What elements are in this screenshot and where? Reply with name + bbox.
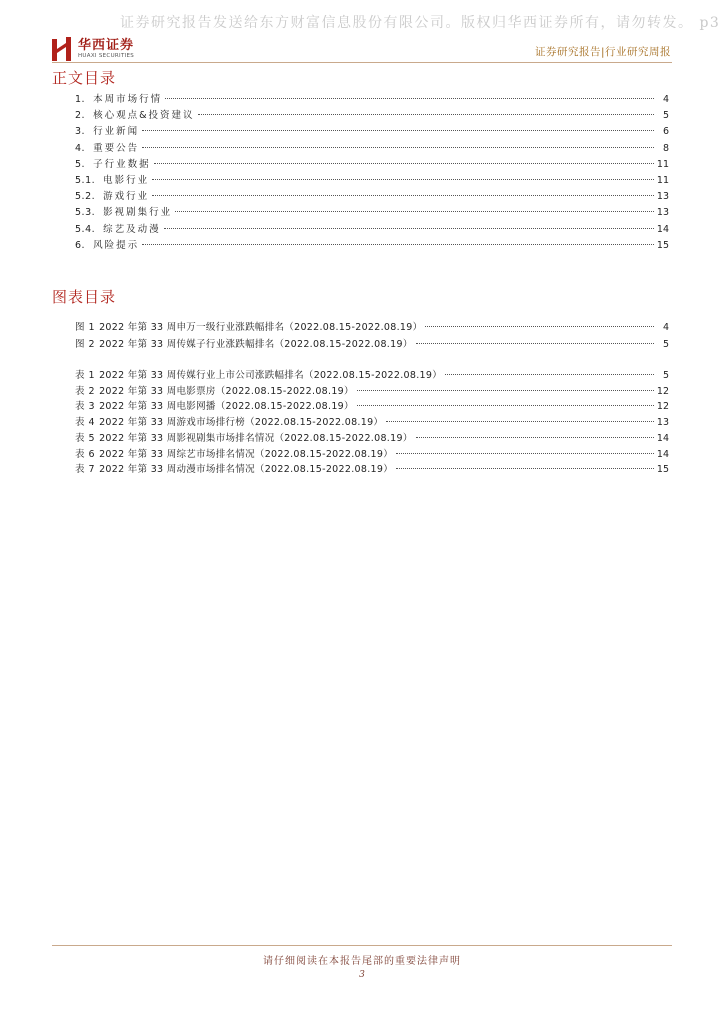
entry-title: 2022 年第 33 周电影票房（2022.08.15-2022.08.19） — [99, 385, 354, 397]
table-entry[interactable] — [75, 396, 669, 413]
table-entry[interactable] — [75, 428, 669, 444]
entry-title: 2022 年第 33 周动漫市场排名情况（2022.08.15-2022.08.19） — [99, 464, 394, 476]
toc-entry[interactable] — [75, 154, 669, 170]
entry-number: 表 1 — [75, 370, 96, 381]
dot-leader — [154, 151, 654, 164]
dot-leader — [416, 331, 654, 344]
entry-title: 2022 年第 33 周传媒行业上市公司涨跌幅排名（2022.08.15-2022.08.19） — [99, 370, 443, 381]
entry-number: 5.4. — [75, 223, 96, 235]
entry-title: 行业新闻 — [93, 126, 140, 138]
entry-number: 5.3. — [75, 207, 96, 219]
entry-title: 子行业数据 — [93, 158, 151, 170]
entry-title: 综艺及动漫 — [103, 223, 161, 235]
footer-divider — [52, 945, 672, 946]
toc-title: 正文目录 — [52, 69, 117, 87]
entry-title: 重要公告 — [93, 142, 140, 154]
entry-number: 表 2 — [75, 385, 96, 397]
dot-leader — [164, 216, 654, 229]
entry-number: 1. — [75, 94, 86, 105]
entry-page: 12 — [656, 401, 669, 413]
header-divider — [52, 62, 672, 63]
entry-page: 11 — [656, 158, 669, 170]
entry-title: 风险提示 — [93, 239, 140, 251]
entry-number: 表 6 — [75, 448, 96, 460]
entry-number: 表 5 — [75, 432, 96, 444]
entry-number: 6. — [75, 239, 86, 251]
entry-page: 13 — [656, 207, 669, 219]
dot-leader — [386, 409, 654, 422]
entry-title: 游戏行业 — [103, 191, 150, 203]
toc-entry[interactable] — [75, 219, 669, 235]
entry-number: 图 1 — [75, 322, 96, 333]
table-entry[interactable] — [75, 412, 669, 429]
entry-title: 本周市场行情 — [93, 94, 163, 105]
entry-page: 5 — [662, 110, 669, 122]
dot-leader — [142, 135, 654, 148]
toc-entry[interactable] — [75, 105, 669, 122]
dot-leader — [445, 362, 654, 375]
entry-number: 表 3 — [75, 401, 96, 413]
entry-number: 5. — [75, 158, 86, 170]
legal-notice: 请仔细阅读在本报告尾部的重要法律声明 — [263, 956, 461, 967]
entry-number: 4. — [75, 142, 86, 154]
table-entry[interactable] — [75, 444, 669, 460]
dot-leader — [165, 86, 654, 99]
table-entry[interactable] — [75, 365, 669, 381]
dot-leader — [425, 314, 654, 327]
entry-page: 14 — [656, 223, 669, 235]
entry-title: 2022 年第 33 周影视剧集市场排名情况（2022.08.15-2022.08.19） — [99, 432, 413, 444]
report-type-label: 证券研究报告|行业研究周报 — [534, 46, 671, 58]
huaxi-logo-icon — [52, 37, 72, 61]
dot-leader — [396, 456, 654, 469]
entry-title: 2022 年第 33 周综艺市场排名情况（2022.08.15-2022.08.19） — [99, 448, 394, 460]
dot-leader — [357, 393, 654, 406]
entry-number: 5.1. — [75, 175, 96, 186]
dot-leader — [198, 102, 655, 115]
entry-number: 表 4 — [75, 417, 96, 429]
dot-leader — [357, 378, 654, 391]
entry-title: 2022 年第 33 周电影网播（2022.08.15-2022.08.19） — [99, 401, 354, 413]
entry-page: 8 — [662, 142, 669, 154]
figure-entry[interactable] — [75, 317, 669, 333]
dot-leader — [175, 199, 654, 212]
entry-title: 影视剧集行业 — [103, 207, 173, 219]
logo-en-text: HUAXI SECURITIES — [78, 52, 135, 59]
toc-entry[interactable] — [75, 170, 669, 186]
toc-entry[interactable] — [75, 186, 669, 203]
figures-title: 图表目录 — [52, 288, 117, 306]
toc-entry[interactable] — [75, 138, 669, 154]
entry-number: 图 2 — [75, 338, 96, 350]
entry-page: 14 — [656, 448, 669, 460]
entry-number: 5.2. — [75, 191, 96, 203]
dot-leader — [142, 232, 654, 245]
page-number: 3 — [359, 970, 365, 980]
dot-leader — [152, 167, 654, 180]
dot-leader — [152, 183, 654, 196]
dot-leader — [416, 425, 654, 438]
entry-number: 3. — [75, 126, 86, 138]
huaxi-logo — [52, 37, 134, 61]
figure-entry[interactable] — [75, 334, 669, 350]
entry-title: 2022 年第 33 周申万一级行业涨跌幅排名（2022.08.15-2022.08.19） — [99, 322, 423, 333]
entry-page: 13 — [656, 417, 669, 429]
entry-title: 2022 年第 33 周游戏市场排行榜（2022.08.15-2022.08.19） — [99, 417, 384, 429]
watermark: 证券研究报告发送给东方财富信息股份有限公司。版权归华西证券所有，请勿转发。 p3 — [120, 15, 721, 31]
entry-page: 11 — [656, 175, 669, 186]
table-entry[interactable] — [75, 381, 669, 397]
entry-number: 2. — [75, 110, 86, 122]
toc-entry[interactable] — [75, 202, 669, 219]
entry-page: 15 — [656, 239, 669, 251]
entry-page: 4 — [662, 322, 669, 333]
toc-entry[interactable] — [75, 235, 669, 251]
entry-page: 6 — [662, 126, 669, 138]
toc-entry[interactable] — [75, 89, 669, 105]
entry-title: 2022 年第 33 周传媒子行业涨跌幅排名（2022.08.15-2022.08.19） — [99, 338, 413, 350]
entry-page: 15 — [656, 464, 669, 476]
toc-entry[interactable] — [75, 121, 669, 138]
entry-page: 4 — [662, 94, 669, 105]
entry-title: 电影行业 — [103, 175, 150, 186]
logo-cn-text: 华西证券 — [78, 37, 135, 53]
entry-page: 13 — [656, 191, 669, 203]
table-entry[interactable] — [75, 459, 669, 476]
entry-page: 5 — [662, 370, 669, 381]
entry-page: 14 — [656, 432, 669, 444]
entry-page: 5 — [662, 338, 669, 350]
entry-number: 表 7 — [75, 464, 96, 476]
dot-leader — [142, 118, 654, 131]
dot-leader — [396, 441, 654, 454]
entry-page: 12 — [656, 385, 669, 397]
entry-title: 核心观点&投资建议 — [93, 110, 195, 122]
